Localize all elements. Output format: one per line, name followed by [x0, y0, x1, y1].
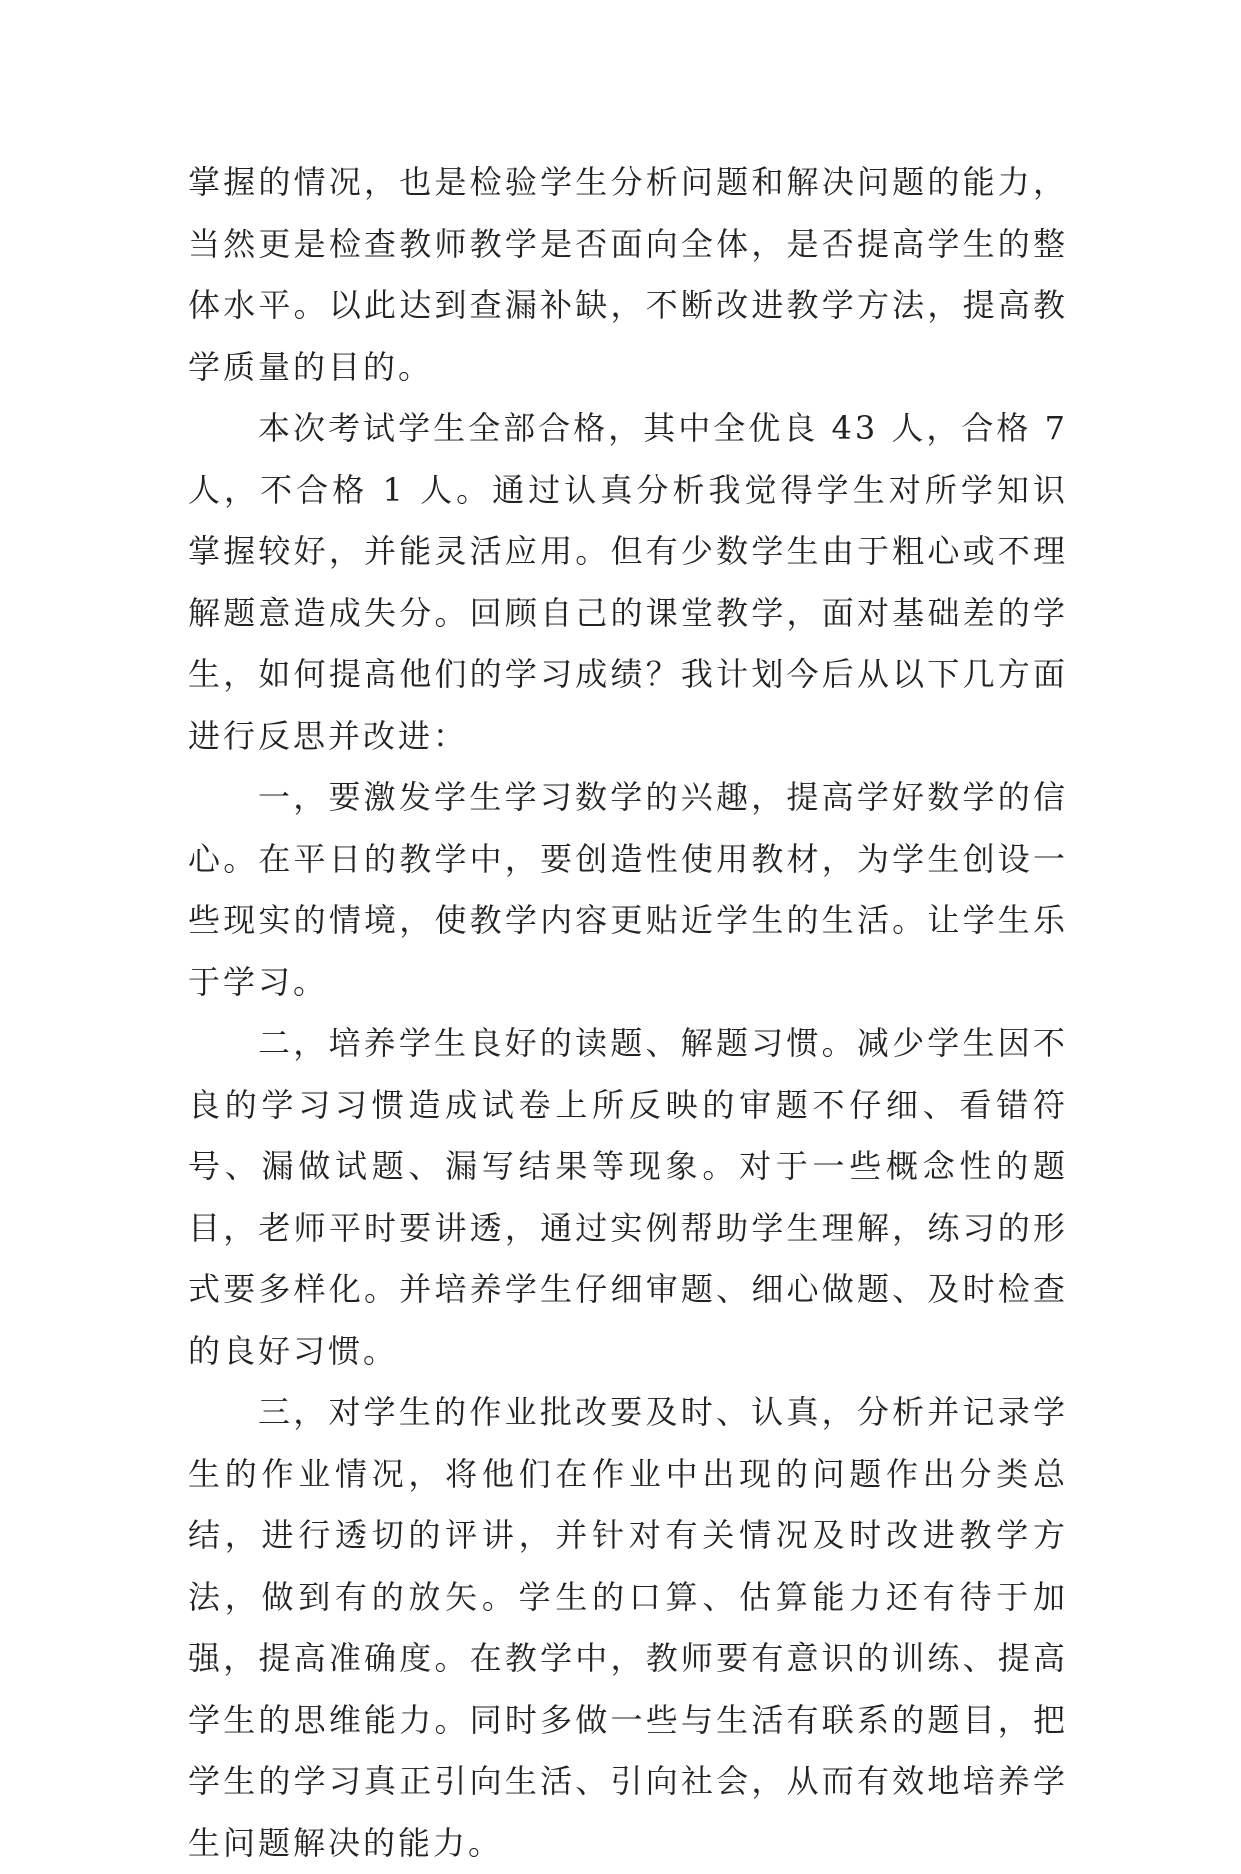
- document-body: [188, 152, 1068, 1874]
- paragraph-point-three: 三，对学生的作业批改要及时、认真，分析并记录学生的作业情况，将他们在作业中出现的问题作出分类总结，进行透切的评讲，并针对有关情况及时改进教学方法，做到有的放矢。学生的口算、估算能力还有待于加强，提高准确度。在教学中，教师要有意识的训练、提高学生的思维能力。同时多做一些与生活有联系的题目，把学生的学习真正引向生活、引向社会，从而有效地培养学生问题解决的能力。: [188, 1393, 1068, 1862]
- paragraph-point-two: 二，培养学生良好的读题、解题习惯。减少学生因不良的学习习惯造成试卷上所反映的审题不仔细、看错符号、漏做试题、漏写结果等现象。对于一些概念性的题目，老师平时要讲透，通过实例帮助学生理解，练习的形式要多样化。并培养学生仔细审题、细心做题、及时检查的良好习惯。: [188, 1024, 1068, 1370]
- paragraph-exam-results: 本次考试学生全部合格，其中全优良 43 人，合格 7 人，不合格 1 人。通过认真分析我觉得学生对所学知识掌握较好，并能灵活应用。但有少数学生由于粗心或不理解题意造成失分。回顾自己的课堂教学，面对基础差的学生，如何提高他们的学习成绩？我计划今后从以下几方面进行反思并改进：: [188, 409, 1068, 755]
- paragraph-point-one: 一，要激发学生学习数学的兴趣，提高学好数学的信心。在平日的教学中，要创造性使用教材，为学生创设一些现实的情境，使教学内容更贴近学生的生活。让学生乐于学习。: [188, 778, 1068, 1001]
- paragraph-continuation: 掌握的情况，也是检验学生分析问题和解决问题的能力，当然更是检查教师教学是否面向全体，是否提高学生的整体水平。以此达到查漏补缺，不断改进教学方法，提高教学质量的目的。: [188, 163, 1068, 386]
